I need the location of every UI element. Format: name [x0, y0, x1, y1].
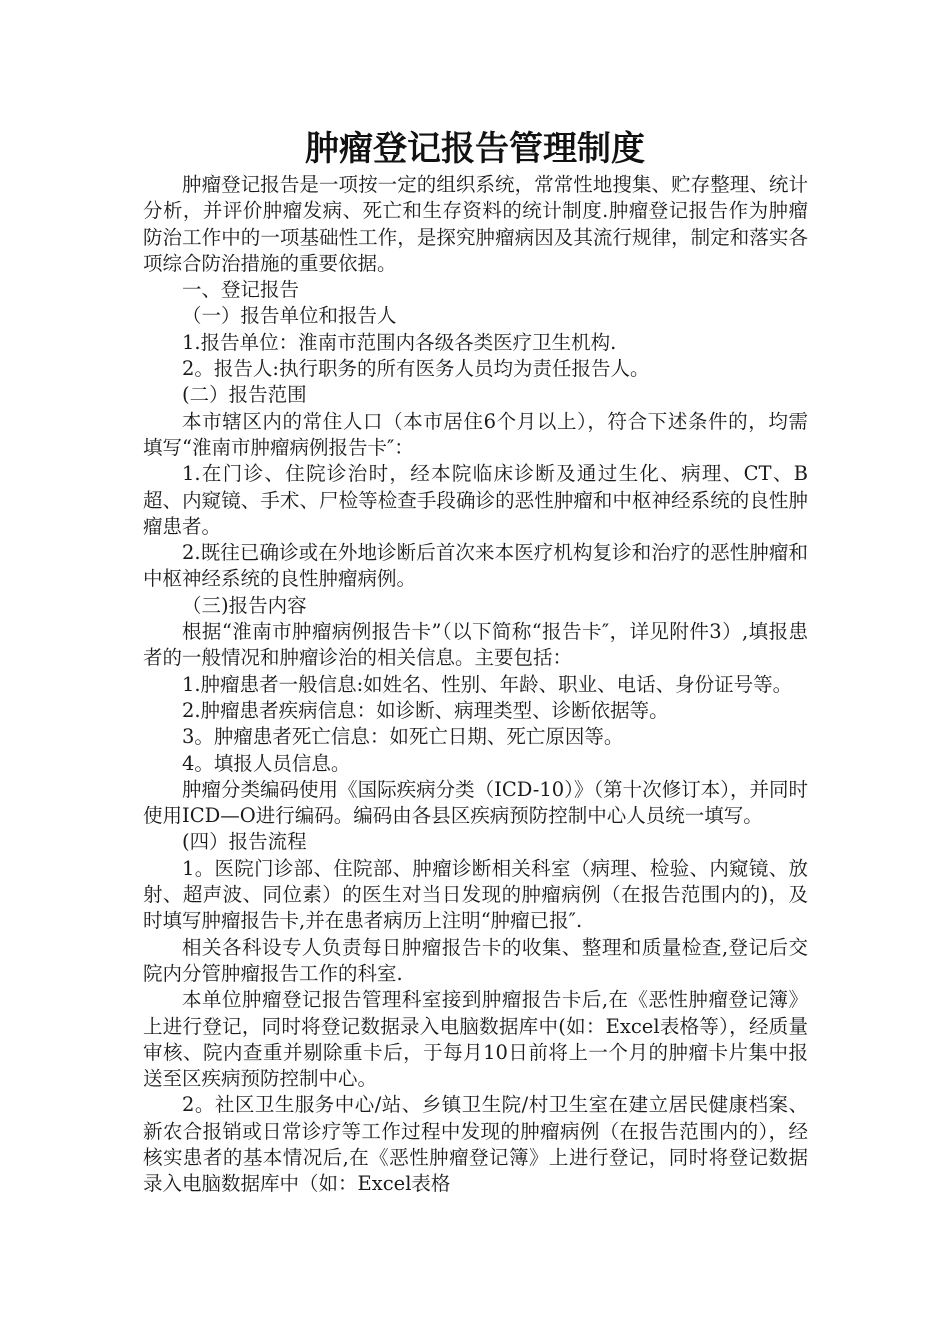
paragraph: 4。填报人员信息。: [182, 751, 351, 775]
paragraph: 2.既往已确诊或在外地诊断后首次来本医疗机构复诊和治疗的恶性肿瘤和中枢神经系统的良性肿瘤病例。: [143, 541, 808, 591]
paragraph: 2。社区卫生服务中心/站、乡镇卫生院/村卫生室在建立居民健康档案、新农合报销或日常诊疗等工作过程中发现的肿瘤病例（在报告范围内的），经核实患者的基本情况后,在《恶性肿瘤登记簿》上进行登记，同时将登记数据录入电脑数据库中（如：Excel表格: [143, 1093, 808, 1196]
paragraph: 本单位肿瘤登记报告管理科室接到肿瘤报告卡后,在《恶性肿瘤登记簿》上进行登记，同时将登记数据录入电脑数据库中(如：Excel表格等），经质量审核、院内查重并剔除重卡后，于每月10日前将上一个月的肿瘤卡片集中报送至区疾病预防控制中心。: [143, 988, 808, 1091]
subsection-heading: (二）报告范围: [182, 383, 307, 407]
paragraph: 2.肿瘤患者疾病信息：如诊断、病理类型、诊断依据等。: [182, 698, 669, 722]
paragraph: 相关各科设专人负责每日肿瘤报告卡的收集、整理和质量检查,登记后交院内分管肿瘤报告工作的科室.: [143, 935, 808, 985]
paragraph: 2。报告人:执行职务的所有医务人员均为责任报告人。: [182, 357, 650, 381]
paragraph-intro: 肿瘤登记报告是一项按一定的组织系统，常常性地搜集、贮存整理、统计分析，并评价肿瘤发病、死亡和生存资料的统计制度.肿瘤登记报告作为肿瘤防治工作中的一项基础性工作，是探究肿瘤病因及其流行规律，制定和落实各项综合防治措施的重要依据。: [143, 173, 808, 275]
document-title: 肿瘤登记报告管理制度: [305, 129, 645, 169]
document-body: [143, 172, 808, 1198]
paragraph: 3。肿瘤患者死亡信息：如死亡日期、死亡原因等。: [182, 725, 624, 749]
subsection-heading: (四）报告流程: [182, 830, 307, 854]
paragraph: 根据“淮南市肿瘤病例报告卡”（以下简称“报告卡″，详见附件3）,填报患者的一般情况和肿瘤诊治的相关信息。主要包括：: [143, 620, 808, 670]
paragraph: 1。医院门诊部、住院部、肿瘤诊断相关科室（病理、检验、内窥镜、放射、超声波、同位素）的医生对当日发现的肿瘤病例（在报告范围内的)，及时填写肿瘤报告卡,并在患者病历上注明“肿瘤已报″.: [143, 856, 808, 933]
subsection-heading: （三)报告内容: [182, 593, 307, 617]
subsection-heading: （一）报告单位和报告人: [182, 304, 397, 328]
paragraph: 1.在门诊、住院诊治时，经本院临床诊断及通过生化、病理、CT、B超、内窥镜、手术、尸检等检查手段确诊的恶性肿瘤和中枢神经系统的良性肿瘤患者。: [143, 462, 808, 538]
paragraph: 1.肿瘤患者一般信息:如姓名、性别、年龄、职业、电话、身份证号等。: [182, 672, 793, 696]
paragraph: 1.报告单位：淮南市范围内各级各类医疗卫生机构.: [182, 330, 617, 354]
section-heading: 一、登记报告: [182, 278, 300, 302]
paragraph: 肿瘤分类编码使用《国际疾病分类（ICD-10）》（第十次修订本），并同时使用ICD—O进行编码。编码由各县区疾病预防控制中心人员统一填写。: [143, 777, 808, 828]
paragraph: 本市辖区内的常住人口（本市居住6个月以上），符合下述条件的，均需填写“淮南市肿瘤病例报告卡″：: [143, 409, 808, 459]
